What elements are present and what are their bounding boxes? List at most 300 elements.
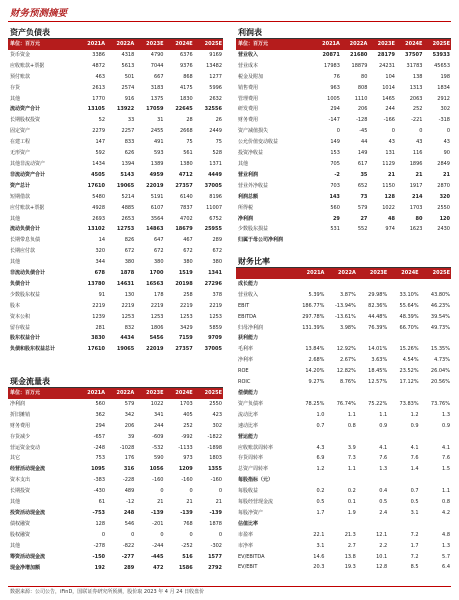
value-cell: 20.56%: [430, 379, 450, 386]
value-cell: 528: [212, 150, 222, 157]
row-label: 预付账款: [10, 73, 31, 80]
value-cell: 7.6: [410, 455, 419, 462]
value-cell: [368, 235, 396, 246]
value-cell: 46.23%: [430, 302, 450, 309]
value-cell: 2550: [209, 400, 222, 407]
row-label: 每股经营现金流: [238, 499, 274, 506]
value-cell: 4.1: [379, 444, 388, 451]
value-cell: 1005: [327, 95, 340, 102]
value-cell: 53933: [432, 51, 450, 58]
value-cell: 37507: [405, 51, 423, 58]
value-cell: 5480: [92, 193, 106, 200]
table-row: [8, 333, 223, 344]
value-cell: 344: [95, 259, 106, 266]
value-cell: 2870: [437, 182, 450, 189]
value-cell: -1822: [207, 433, 222, 440]
value-cell: 2.7: [347, 542, 356, 549]
row-label: 税金及附加: [238, 73, 264, 80]
value-cell: 1586: [178, 564, 193, 571]
value-cell: 12.57%: [368, 379, 388, 386]
value-cell: [420, 519, 451, 530]
value-cell: 3429: [180, 324, 193, 331]
value-cell: 1.1: [347, 466, 356, 473]
table-row: [236, 192, 451, 203]
table-row: [236, 235, 451, 246]
value-cell: [388, 279, 419, 290]
value-cell: 590: [153, 455, 164, 462]
table-row: [236, 115, 451, 126]
value-cell: 1917: [409, 182, 423, 189]
value-cell: 868: [183, 73, 193, 80]
row-label: 净利润: [10, 400, 26, 407]
row-label: 速动比率: [238, 422, 259, 429]
value-cell: 4505: [91, 171, 106, 178]
header-year-cell: 2023E: [368, 39, 396, 50]
value-cell: 91: [98, 291, 106, 298]
value-cell: 55.64%: [399, 302, 419, 309]
value-cell: 963: [330, 84, 340, 91]
value-cell: 143: [329, 193, 340, 200]
row-label: 股权融资: [10, 531, 31, 538]
value-cell: 39.54%: [430, 313, 450, 320]
value-cell: -228: [122, 477, 135, 484]
value-cell: 2849: [437, 160, 450, 167]
value-cell: 31: [157, 117, 164, 124]
value-cell: [388, 519, 419, 530]
value-cell: 1623: [409, 226, 423, 233]
value-cell: 0.1: [347, 499, 356, 506]
table-header-row: [8, 388, 223, 399]
value-cell: 5859: [209, 324, 222, 331]
value-cell: 9376: [180, 62, 193, 69]
value-cell: 73.76%: [430, 400, 450, 407]
value-cell: 1129: [382, 160, 395, 167]
row-label: ROIC: [238, 379, 251, 386]
value-cell: 316: [123, 466, 135, 473]
value-cell: 489: [124, 488, 135, 495]
value-cell: 29.98%: [368, 291, 388, 298]
value-cell: [313, 235, 341, 246]
row-label: 负债合计: [10, 280, 31, 287]
header-year-cell: 2025E: [420, 268, 451, 279]
value-cell: [325, 519, 356, 530]
row-label: 筹资活动现金流: [10, 553, 46, 560]
value-cell: 21: [215, 499, 222, 506]
value-cell: 1.5: [442, 466, 450, 473]
value-cell: 11007: [206, 204, 222, 211]
value-cell: 26: [215, 117, 222, 124]
value-cell: 672: [153, 248, 164, 255]
table-row: [8, 246, 223, 257]
row-label: 流动负债合计: [10, 226, 41, 233]
table-row: [236, 279, 451, 290]
value-cell: [420, 432, 451, 443]
value-cell: [325, 475, 356, 486]
value-cell: [388, 475, 419, 486]
value-cell: 80: [415, 215, 423, 222]
table-row: [8, 453, 223, 464]
table-row: [8, 181, 223, 192]
row-label: 其它: [10, 455, 21, 462]
value-cell: 9709: [208, 335, 222, 342]
table-row: [8, 541, 223, 552]
value-cell: 1.7: [316, 509, 325, 516]
table-row: [236, 224, 451, 235]
value-cell: 380: [153, 259, 164, 266]
value-cell: 1806: [150, 324, 164, 331]
value-cell: -166: [383, 117, 395, 124]
value-cell: 21: [157, 499, 164, 506]
value-cell: 2.67%: [339, 357, 356, 364]
row-label: 股本: [10, 302, 21, 309]
value-cell: 672: [212, 248, 222, 255]
row-label: 营运能力: [238, 433, 259, 440]
value-cell: 3.87%: [339, 291, 356, 298]
value-cell: 7044: [150, 62, 164, 69]
row-label: EV/EBITDA: [238, 553, 265, 560]
value-cell: 8.76%: [339, 379, 356, 386]
row-label: 其他: [238, 160, 249, 167]
value-cell: 0.2: [316, 488, 325, 495]
value-cell: 4885: [121, 204, 135, 211]
value-cell: 75: [215, 139, 222, 146]
table-row: [8, 83, 223, 94]
value-cell: 678: [94, 270, 106, 277]
value-cell: 76: [333, 73, 340, 80]
table-row: [236, 552, 451, 563]
value-cell: -318: [438, 117, 450, 124]
value-cell: [325, 333, 356, 344]
value-cell: -13.61%: [334, 313, 356, 320]
value-cell: 6.4: [442, 564, 450, 571]
value-cell: 0: [160, 531, 164, 538]
value-cell: [388, 333, 419, 344]
value-cell: 2219: [92, 302, 106, 309]
value-cell: 1.0: [316, 411, 325, 418]
value-cell: 12.8: [376, 564, 388, 571]
title-rule: [8, 21, 451, 22]
value-cell: [423, 235, 451, 246]
value-cell: 753: [95, 455, 106, 462]
value-cell: 2693: [92, 215, 106, 222]
value-cell: 22019: [146, 346, 164, 353]
table-row: [236, 72, 451, 83]
table-row: [236, 126, 451, 137]
value-cell: 1.7: [410, 542, 419, 549]
table-row: [236, 61, 451, 72]
value-cell: 12.1: [376, 531, 388, 538]
value-cell: 44.48%: [368, 313, 388, 320]
value-cell: 258: [183, 291, 193, 298]
value-cell: 13102: [87, 226, 106, 233]
table-row: [8, 61, 223, 72]
value-cell: -248: [93, 444, 106, 451]
value-cell: 1.3: [379, 466, 388, 473]
value-cell: 75.22%: [368, 400, 388, 407]
value-cell: [357, 279, 388, 290]
value-cell: [420, 475, 451, 486]
value-cell: 28179: [377, 51, 395, 58]
table-row: [236, 453, 451, 464]
row-label: 归母净利润: [238, 324, 264, 331]
value-cell: 4928: [92, 204, 106, 211]
value-cell: -277: [121, 553, 135, 560]
row-label: 净利润: [238, 215, 254, 222]
value-cell: 138: [412, 73, 423, 80]
row-label: 长期投资: [10, 488, 31, 495]
value-cell: 501: [124, 73, 135, 80]
balance-sheet-panel: [8, 27, 223, 355]
value-cell: 116: [412, 150, 423, 157]
value-cell: 3183: [150, 84, 164, 91]
value-cell: 4.54%: [402, 357, 419, 364]
value-cell: 214: [412, 193, 423, 200]
table-row: [236, 312, 451, 323]
value-cell: 1095: [91, 466, 106, 473]
row-label: 少数股东权益: [10, 291, 41, 298]
value-cell: 3.1: [316, 542, 325, 549]
value-cell: 17.12%: [399, 379, 419, 386]
value-cell: 44: [361, 139, 368, 146]
table-row: [236, 432, 451, 443]
value-cell: 1896: [409, 160, 423, 167]
value-cell: 1209: [178, 466, 193, 473]
value-cell: 45653: [434, 62, 450, 69]
value-cell: 1394: [121, 160, 135, 167]
value-cell: [294, 519, 325, 530]
row-label: 其他: [10, 259, 21, 266]
value-cell: 52: [98, 117, 106, 124]
value-cell: 176: [124, 455, 135, 462]
value-cell: 2449: [209, 128, 222, 135]
table-row: [8, 137, 223, 148]
value-cell: 1022: [382, 204, 395, 211]
value-cell: 17059: [146, 106, 164, 113]
value-cell: 7.3: [347, 455, 356, 462]
value-cell: 1703: [180, 400, 193, 407]
value-cell: 18679: [175, 226, 193, 233]
value-cell: 31783: [406, 62, 423, 69]
value-cell: 1.1: [347, 411, 356, 418]
value-cell: 32556: [204, 106, 222, 113]
value-cell: 8.5: [410, 564, 419, 571]
value-cell: 35: [360, 171, 368, 178]
value-cell: 302: [440, 106, 450, 113]
value-cell: 1110: [354, 95, 368, 102]
value-cell: 1703: [409, 204, 423, 211]
table-row: [236, 323, 451, 334]
table-row: [8, 301, 223, 312]
value-cell: 14.6: [313, 553, 325, 560]
value-cell: 833: [124, 139, 135, 146]
table-row: [8, 192, 223, 203]
value-cell: 33.10%: [399, 291, 419, 298]
value-cell: 6376: [180, 51, 193, 58]
value-cell: 672: [183, 248, 193, 255]
header-year-cell: 2025E: [194, 388, 223, 399]
table-row: [8, 421, 223, 432]
value-cell: 33: [127, 117, 135, 124]
table-row: [8, 464, 223, 475]
value-cell: 4.1: [410, 444, 419, 451]
value-cell: 27357: [175, 182, 193, 189]
value-cell: -532: [152, 444, 164, 451]
value-cell: 5996: [209, 84, 222, 91]
value-cell: 206: [124, 422, 135, 429]
value-cell: 0.5: [410, 499, 419, 506]
header-unit-cell: 单位：百万元: [8, 388, 77, 399]
row-label: 存货: [10, 84, 21, 91]
value-cell: [341, 235, 369, 246]
table-row: [236, 83, 451, 94]
value-cell: 27: [360, 215, 368, 222]
value-cell: 1056: [149, 466, 164, 473]
value-cell: 705: [330, 160, 340, 167]
value-cell: 13780: [87, 280, 106, 287]
value-cell: [357, 432, 388, 443]
value-cell: 1878: [209, 520, 222, 527]
value-cell: -430: [93, 488, 106, 495]
value-cell: 2430: [437, 226, 450, 233]
value-cell: 652: [357, 182, 368, 189]
value-cell: 320: [439, 193, 450, 200]
value-cell: 2792: [208, 564, 222, 571]
income-statement-table: [236, 39, 451, 246]
value-cell: 20871: [322, 51, 340, 58]
value-cell: 281: [95, 324, 106, 331]
value-cell: 1577: [208, 553, 222, 560]
row-label: 股东权益合计: [10, 335, 41, 342]
value-cell: 21: [186, 499, 193, 506]
row-label: 少数股东损益: [238, 226, 269, 233]
header-year-cell: 2022A: [106, 39, 135, 50]
row-label: 营业外净收益: [238, 182, 269, 189]
value-cell: 3386: [92, 51, 106, 58]
value-cell: 19065: [116, 346, 135, 353]
value-cell: -1133: [178, 444, 193, 451]
value-cell: 29: [332, 215, 340, 222]
value-cell: 1341: [208, 270, 222, 277]
value-cell: 579: [124, 400, 135, 407]
value-cell: 1834: [437, 84, 450, 91]
value-cell: 1380: [180, 160, 193, 167]
value-cell: 39: [127, 433, 135, 440]
value-cell: 405: [183, 411, 193, 418]
value-cell: 378: [212, 291, 222, 298]
table-row: [8, 159, 223, 170]
row-label: 流动资产合计: [10, 106, 41, 113]
row-label: 毛利率: [238, 346, 254, 353]
table-row: [8, 279, 223, 290]
value-cell: 1.3: [442, 542, 450, 549]
table-row: [8, 104, 223, 115]
value-cell: 15.35%: [430, 346, 450, 353]
table-row: [8, 508, 223, 519]
value-cell: 5613: [121, 62, 135, 69]
table-row: [236, 562, 451, 573]
value-cell: 206: [357, 106, 368, 113]
value-cell: 561: [183, 150, 193, 157]
cash-flow-title: 现金流量表: [8, 376, 223, 388]
value-cell: [357, 333, 388, 344]
value-cell: 1.1: [442, 488, 450, 495]
value-cell: 14631: [116, 280, 135, 287]
value-cell: 7.2: [410, 553, 419, 560]
value-cell: 294: [95, 422, 106, 429]
value-cell: 61: [98, 499, 106, 506]
value-cell: 380: [124, 259, 135, 266]
table-row: [236, 148, 451, 159]
header-year-cell: 2022A: [106, 388, 135, 399]
table-row: [236, 214, 451, 225]
value-cell: -1028: [119, 444, 135, 451]
value-cell: 13482: [206, 62, 222, 69]
value-cell: 21: [387, 171, 395, 178]
value-cell: 5.39%: [308, 291, 325, 298]
page-title: 财务预测摘要: [10, 8, 68, 19]
balance-sheet-title: 资产负债表: [8, 27, 223, 39]
row-label: 市净率: [238, 542, 254, 549]
value-cell: 1253: [150, 313, 164, 320]
row-label: 留存收益: [10, 324, 31, 331]
value-cell: 4.1: [442, 444, 450, 451]
header-year-cell: 2022A: [341, 39, 369, 50]
value-cell: [357, 475, 388, 486]
table-row: [8, 257, 223, 268]
row-label: 每股指标（元）: [238, 477, 274, 484]
table-row: [8, 312, 223, 323]
value-cell: 15.26%: [399, 346, 419, 353]
table-row: [236, 301, 451, 312]
value-cell: 703: [330, 182, 340, 189]
value-cell: 626: [124, 150, 135, 157]
table-row: [236, 355, 451, 366]
value-cell: 19.3: [344, 564, 356, 571]
row-label: 非流动负债合计: [10, 270, 46, 277]
row-label: 研发费用: [238, 106, 259, 113]
value-cell: 1355: [208, 466, 222, 473]
value-cell: [388, 432, 419, 443]
value-cell: 2219: [121, 302, 135, 309]
value-cell: -753: [92, 509, 106, 516]
financial-ratios-panel: [236, 256, 451, 573]
table-row: [8, 203, 223, 214]
value-cell: 0: [160, 488, 164, 495]
row-label: 流动比率: [238, 411, 259, 418]
value-cell: 22019: [146, 182, 164, 189]
value-cell: 3564: [150, 215, 164, 222]
value-cell: 9.27%: [308, 379, 325, 386]
value-cell: 1389: [150, 160, 164, 167]
value-cell: 5456: [149, 335, 164, 342]
value-cell: 531: [330, 226, 340, 233]
value-cell: 73: [360, 193, 368, 200]
value-cell: 0: [446, 128, 450, 135]
value-cell: 76.74%: [336, 400, 356, 407]
row-label: 货币资金: [10, 51, 31, 58]
table-row: [8, 519, 223, 530]
value-cell: [294, 388, 325, 399]
table-row: [236, 377, 451, 388]
value-cell: 120: [439, 215, 450, 222]
row-label: 归属于母公司净利润: [238, 237, 284, 244]
value-cell: 26.04%: [430, 368, 450, 375]
value-cell: 1313: [409, 84, 423, 91]
value-cell: [388, 388, 419, 399]
table-row: [236, 203, 451, 214]
value-cell: 560: [330, 204, 340, 211]
value-cell: -278: [93, 542, 106, 549]
